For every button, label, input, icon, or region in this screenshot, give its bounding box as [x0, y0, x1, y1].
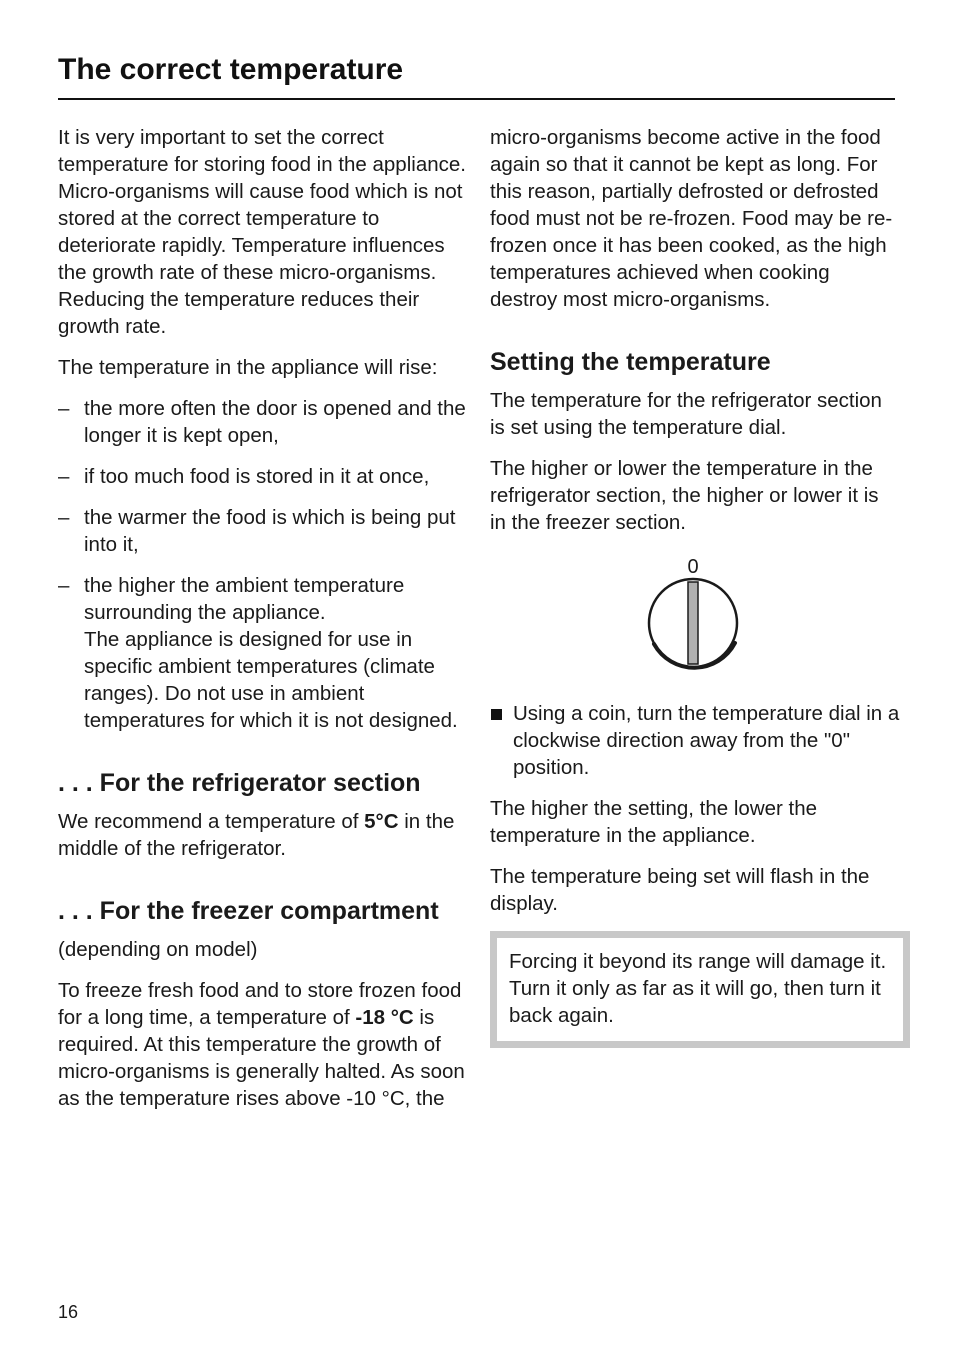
dash-marker: – [58, 506, 70, 529]
list-item-text: the warmer the food is which is being put into it, [84, 506, 456, 556]
temperature-dial-illustration [490, 550, 900, 700]
rise-list [58, 395, 468, 734]
instruction-text: Using a coin, turn the temperature dial in a clockwise direction away from the "0" position. [513, 702, 900, 779]
left-column [58, 124, 468, 1126]
intro-paragraph: It is very important to set the correct temperature for storing food in the appliance. Micro-organisms will cause food which is not stored at the correct temperature to deteriorate rapidly. Temperature influences the growth rate of these micro-organisms. Reducing the temperature reduces their growth rate. [58, 126, 466, 338]
setting-paragraph-1: The temperature for the refrigerator section is set using the temperature dial. [490, 389, 882, 439]
bullet-square-icon [491, 709, 502, 720]
freezer-paragraph: To freeze fresh food and to store frozen food for a long time, a temperature of -18 °C is required. At this temperature the growth of micro-organisms is generally halted. As soon as the temperature rises above -10 °C, the [58, 979, 465, 1110]
list-item [58, 504, 468, 558]
fridge-temperature: 5°C [364, 810, 399, 833]
list-item-extra-text: The appliance is designed for use in specific ambient temperatures (climate ranges). Do not use in ambient temperatures for which it is not designed. [84, 628, 458, 732]
list-item-text: if too much food is stored in it at once, [84, 465, 430, 488]
fridge-heading: . . . For the refrigerator section [58, 769, 421, 797]
list-item [58, 395, 468, 449]
warning-note [490, 931, 910, 1048]
list-item [58, 572, 468, 734]
dash-marker: – [58, 465, 70, 488]
setting-paragraph-3: The higher the setting, the lower the temperature in the appliance. [490, 797, 818, 847]
dash-marker: – [58, 574, 70, 597]
rise-intro: The temperature in the appliance will rise: [58, 356, 438, 379]
freezer-heading: . . . For the freezer compartment [58, 897, 439, 925]
setting-paragraph-4: The temperature being set will flash in the display. [490, 865, 870, 915]
dash-marker: – [58, 397, 70, 420]
freezer-model-note: (depending on model) [58, 938, 258, 961]
continuation-paragraph: micro-organisms become active in the food again so that it cannot be kept as long. For this reason, partially defrosted or defrosted food must not be re-frozen. Food may be re-frozen once it has been cooked, as the high temperatures achieved when cooking destroy most micro-organisms. [490, 126, 893, 311]
fridge-paragraph: We recommend a temperature of 5°C in the middle of the refrigerator. [58, 810, 455, 860]
page-title: The correct temperature [58, 53, 404, 86]
instruction-step [490, 700, 900, 781]
page-number: 16 [58, 1302, 79, 1322]
list-item-text: the higher the ambient temperature surrounding the appliance. [84, 574, 405, 624]
list-item-text: the more often the door is opened and the longer it is kept open, [84, 397, 466, 447]
right-column [490, 124, 900, 1048]
setting-heading: Setting the temperature [490, 348, 771, 376]
warning-note-text: Forcing it beyond its range will damage it. Turn it only as far as it will go, then turn it back again. [509, 950, 887, 1027]
temperature-dial-icon [635, 550, 745, 675]
title-divider [58, 98, 895, 100]
list-item [58, 463, 468, 490]
freezer-temperature: -18 °C [355, 1006, 414, 1029]
setting-paragraph-2: The higher or lower the temperature in the refrigerator section, the higher or lower it is in the freezer section. [490, 457, 879, 534]
dial-zero-label: 0 [687, 556, 699, 578]
